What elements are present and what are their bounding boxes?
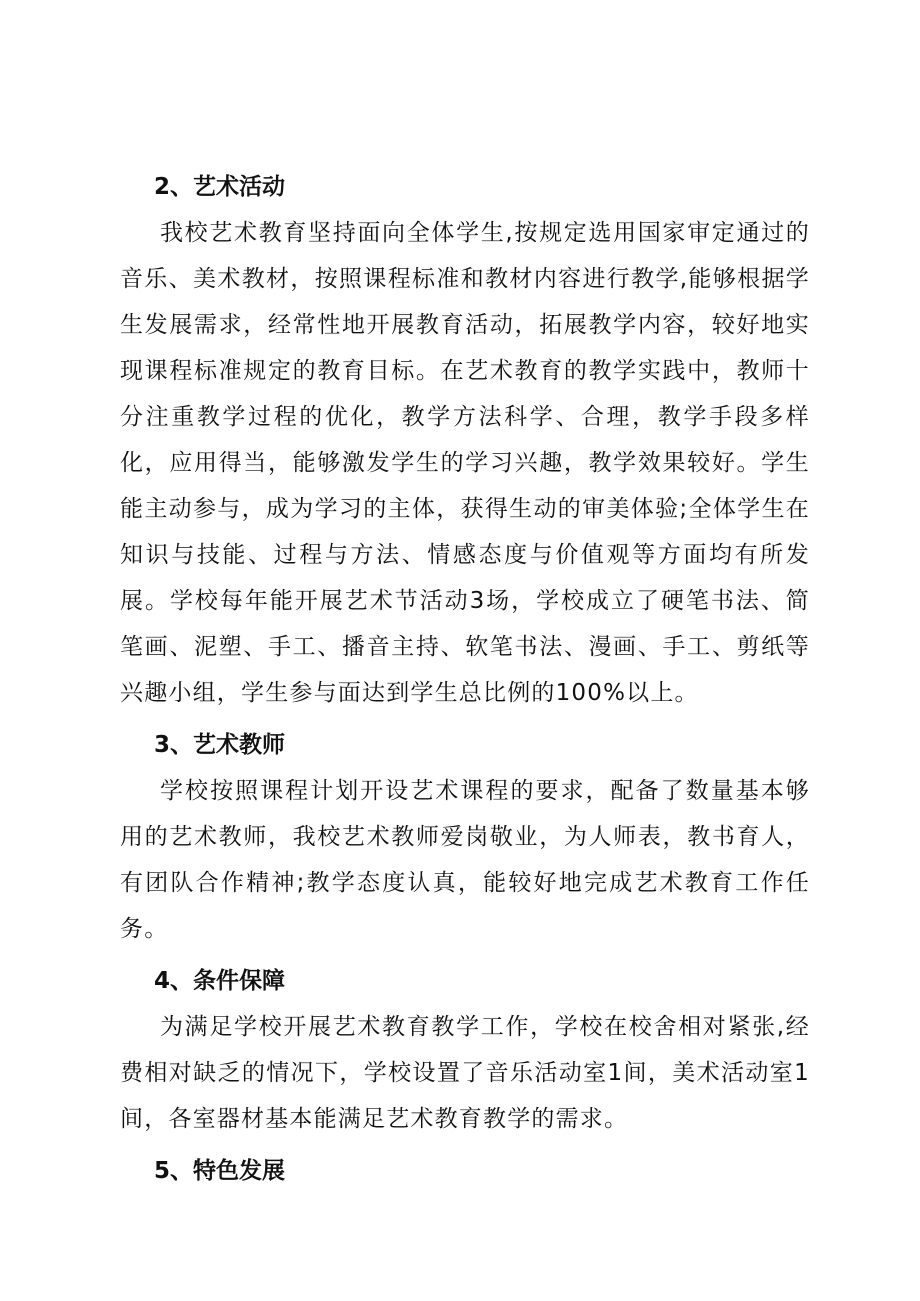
document-body xyxy=(120,164,810,1194)
section-heading-conditions: 4、条件保障 xyxy=(154,968,286,994)
section-paragraph-art-activities: 我校艺术教育坚持面向全体学生,按规定选用国家审定通过的音乐、美术教材，按照课程标准和教材内容进行教学,能够根据学生发展需求，经常性地开展教育活动，拓展教学内容，较好地实现课程标准规定的教育目标。在艺术教育的教学实践中，教师十分注重教学过程的优化，教学方法科学、合理，教学手段多样化，应用得当，能够激发学生的学习兴趣，教学效果较好。学生能主动参与，成为学习的主体，获得生动的审美体验;全体学生在知识与技能、过程与方法、情感态度与价值观等方面均有所发展。学校每年能开展艺术节活动3场，学校成立了硬笔书法、简笔画、泥塑、手工、播音主持、软笔书法、漫画、手工、剪纸等兴趣小组，学生参与面达到学生总比例的100%以上。 xyxy=(120,220,810,706)
section-paragraph-conditions: 为满足学校开展艺术教育教学工作，学校在校舍相对紧张,经费相对缺乏的情况下，学校设置了音乐活动室1间，美术活动室1间，各室器材基本能满足艺术教育教学的需求。 xyxy=(120,1014,810,1132)
section-heading-featured-development: 5、特色发展 xyxy=(154,1158,286,1184)
section-heading-art-activities: 2、艺术活动 xyxy=(154,174,286,200)
section-heading-art-teachers: 3、艺术教师 xyxy=(154,732,286,758)
section-paragraph-art-teachers: 学校按照课程计划开设艺术课程的要求，配备了数量基本够用的艺术教师，我校艺术教师爱岗敬业，为人师表，教书育人，有团队合作精神;教学态度认真，能较好地完成艺术教育工作任务。 xyxy=(120,778,810,942)
